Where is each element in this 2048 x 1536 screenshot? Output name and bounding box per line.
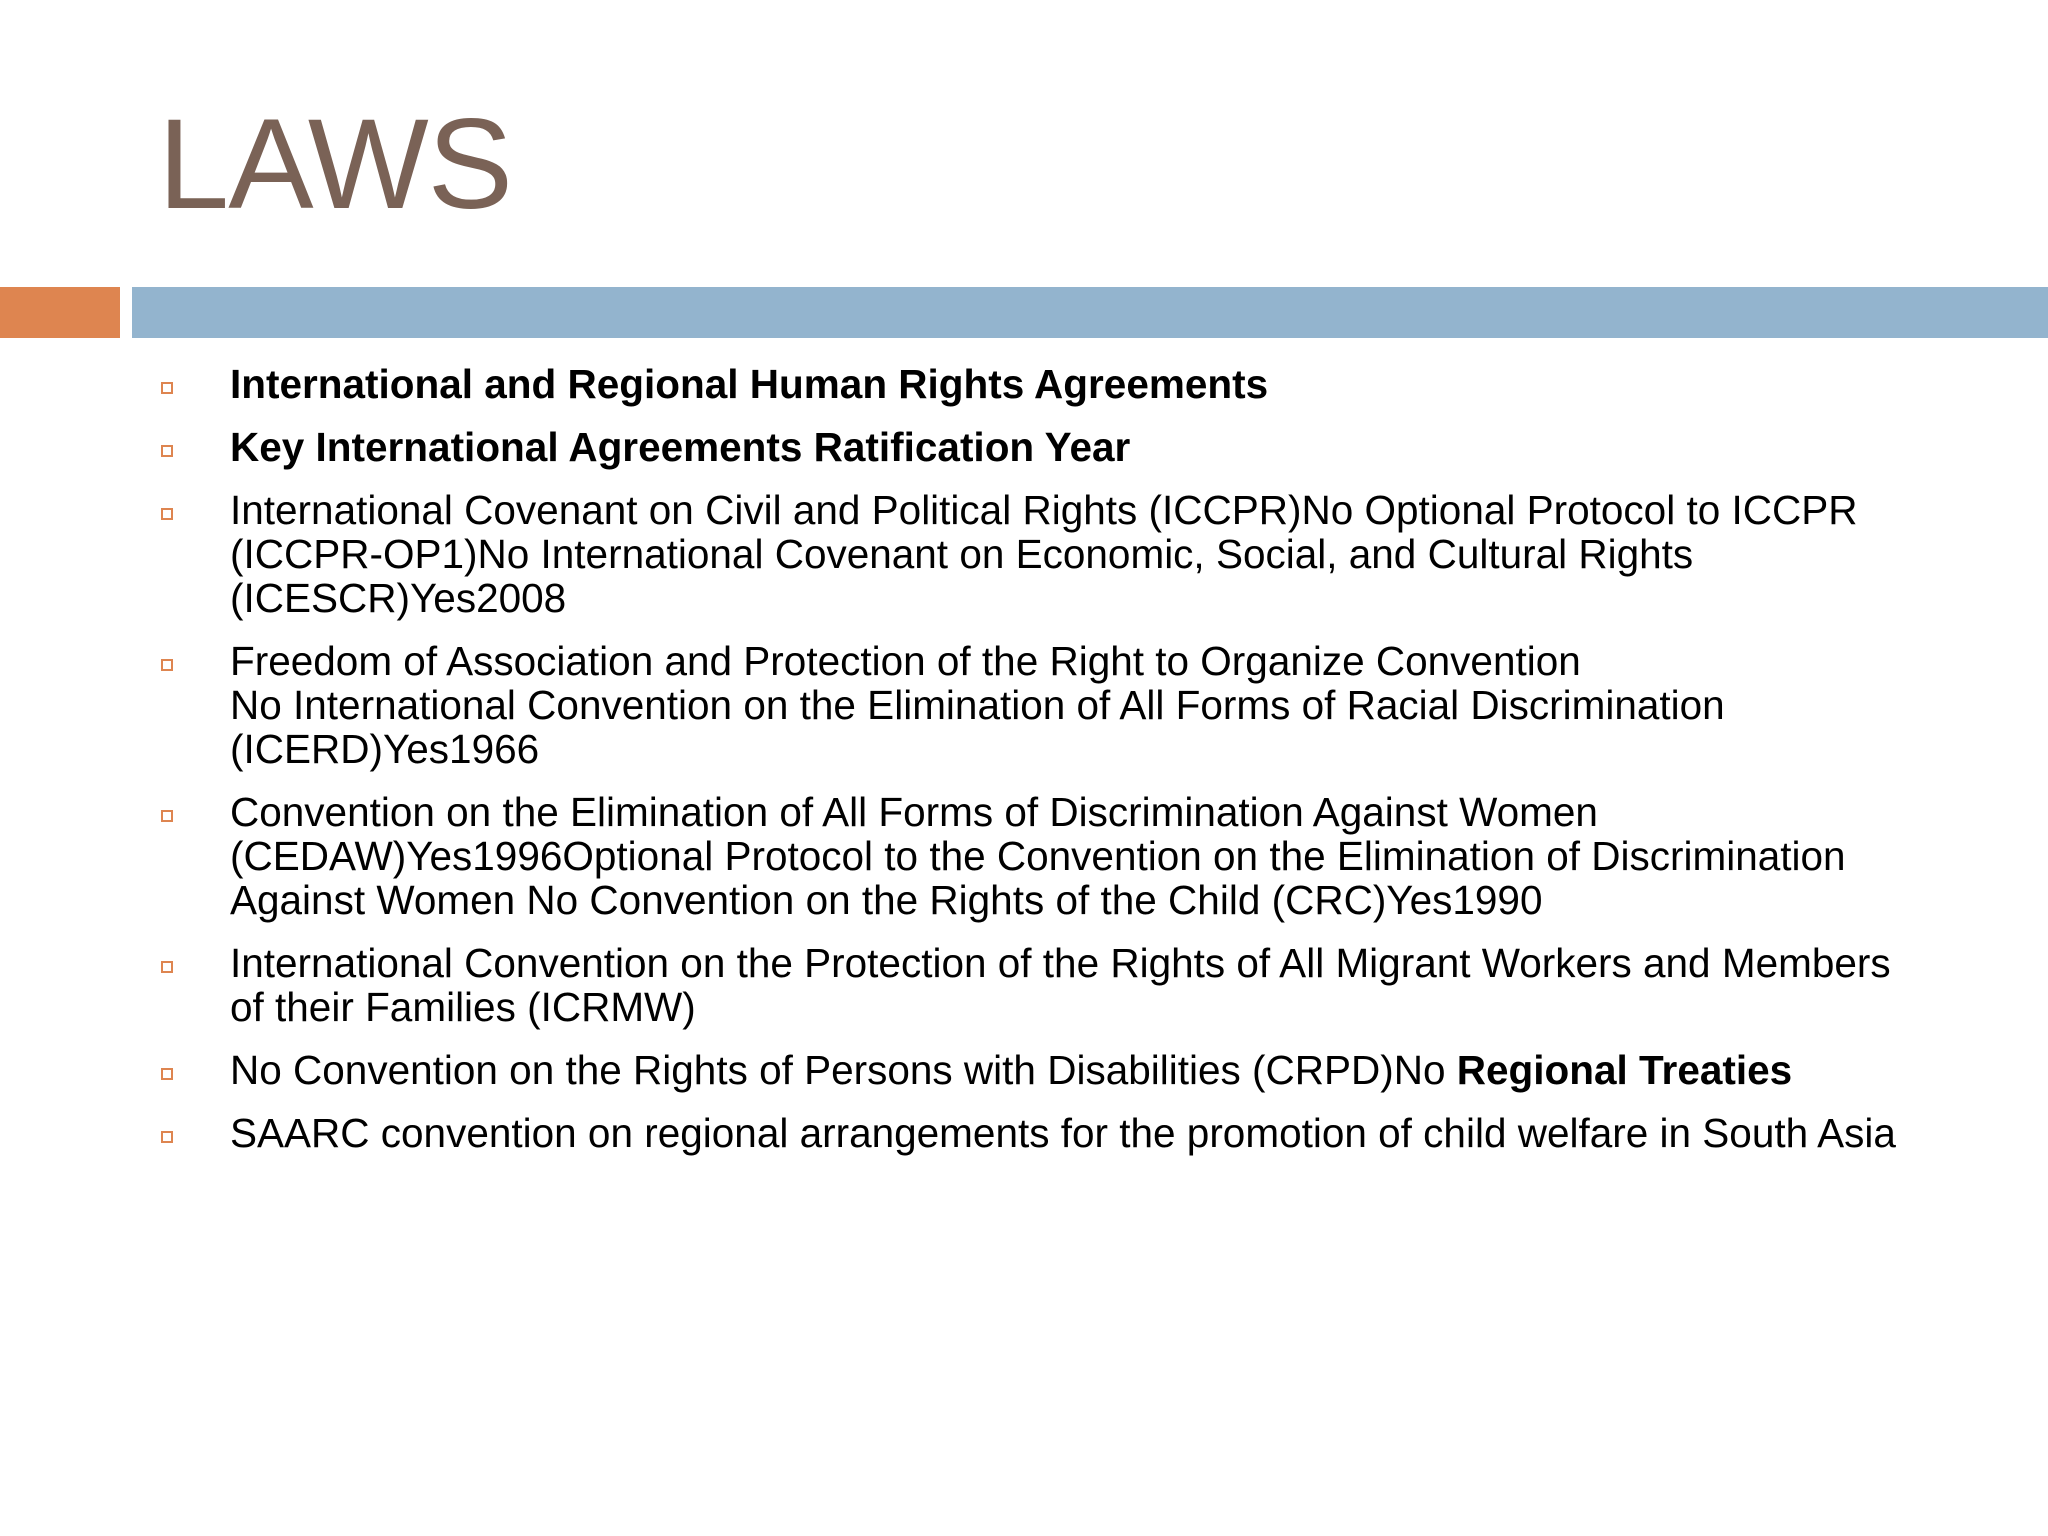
bullet-item	[0, 362, 1920, 406]
bullet-item	[0, 425, 1920, 469]
bullet-item	[0, 1111, 1920, 1155]
bullet-text: International and Regional Human Rights Agreements	[230, 361, 1269, 407]
square-bullet-icon	[161, 508, 173, 520]
square-bullet-icon	[161, 445, 173, 457]
square-bullet-icon	[161, 382, 173, 394]
bullet-item	[0, 488, 1920, 620]
bullet-bold-text: Regional Treaties	[1456, 1047, 1793, 1093]
bullet-text: International Covenant on Civil and Political Rights (ICCPR)No Optional Protocol to ICCPR (ICCPR-OP1)No International Covenant on Economic, Social, and Cultural Rights (ICESCR)Yes2008	[230, 487, 1858, 621]
square-bullet-icon	[161, 961, 173, 973]
title-divider-bar	[132, 287, 2048, 338]
bullet-item	[0, 790, 1920, 922]
bullet-text-line: Freedom of Association and Protection of the Right to Organize Convention	[230, 638, 1581, 684]
bullet-text: No Convention on the Rights of Persons with Disabilities (CRPD)No	[230, 1047, 1457, 1093]
square-bullet-icon	[161, 1131, 173, 1143]
bullet-list	[0, 362, 2048, 1174]
slide-title: LAWS	[158, 93, 512, 236]
bullet-item	[0, 639, 1920, 771]
accent-bar	[0, 287, 120, 338]
bullet-text-line: No International Convention on the Elimination of All Forms of Racial Discrimination (ICERD)Yes1966	[230, 682, 1725, 772]
bullet-item	[0, 1048, 1920, 1092]
bullet-text: International Convention on the Protection of the Rights of All Migrant Workers and Members of their Families (ICRMW)	[230, 940, 1891, 1030]
bullet-text: Convention on the Elimination of All Forms of Discrimination Against Women (CEDAW)Yes1996Optional Protocol to the Convention on the Elimination of Discrimination Against Women No Convention on the Rights of the Child (CRC)Yes1990	[230, 789, 1846, 923]
bullet-item	[0, 941, 1920, 1029]
bullet-text: SAARC convention on regional arrangements for the promotion of child welfare in South Asia	[230, 1110, 1896, 1156]
square-bullet-icon	[161, 1068, 173, 1080]
square-bullet-icon	[161, 810, 173, 822]
bullet-text: Key International Agreements Ratification Year	[230, 424, 1131, 470]
square-bullet-icon	[161, 659, 173, 671]
